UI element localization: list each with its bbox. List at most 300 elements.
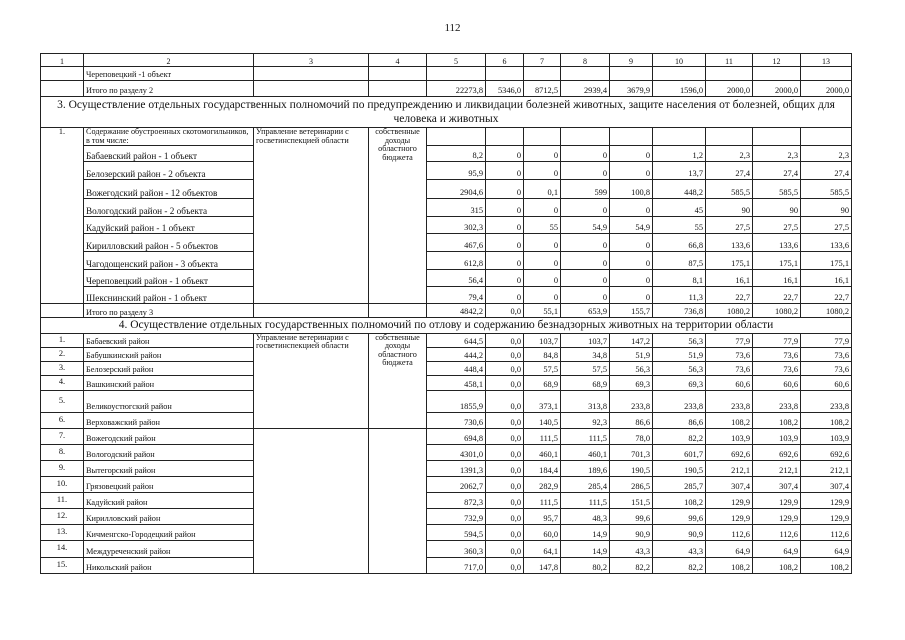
value-cell: 68,9 <box>524 375 561 390</box>
value-cell: 16,1 <box>753 270 801 287</box>
value-cell: 80,2 <box>561 557 610 573</box>
value-cell: 692,6 <box>753 444 801 460</box>
value-cell: 285,7 <box>653 476 706 492</box>
value-cell: 129,9 <box>753 492 801 508</box>
value-cell: 112,6 <box>801 524 852 540</box>
value-cell: 233,8 <box>653 390 706 412</box>
value-cell: 95,9 <box>427 162 486 180</box>
value-cell: 108,2 <box>706 557 753 573</box>
value-cell: 692,6 <box>706 444 753 460</box>
value-cell: 73,6 <box>801 361 852 375</box>
value-cell: 0 <box>524 287 561 304</box>
value-cell <box>610 67 653 81</box>
value-cell: 585,5 <box>801 180 852 199</box>
value-cell: 0 <box>524 252 561 270</box>
value-cell: 1080,2 <box>753 304 801 318</box>
value-cell: 0 <box>486 270 524 287</box>
value-cell: 189,6 <box>561 460 610 476</box>
row-name: Содержание обустроенных скотомогильников, в том числе: <box>84 128 254 146</box>
value-cell: 282,9 <box>524 476 561 492</box>
table-row <box>41 146 852 162</box>
value-cell: 175,1 <box>801 252 852 270</box>
row-name: Междуреченский район <box>84 540 254 557</box>
table-row <box>41 375 852 390</box>
value-cell: 307,4 <box>753 476 801 492</box>
value-cell: 112,6 <box>706 524 753 540</box>
column-header: 5 <box>427 54 486 67</box>
value-cell: 458,1 <box>427 375 486 390</box>
empty-cell <box>653 128 706 146</box>
value-cell: 56,3 <box>610 361 653 375</box>
value-cell: 4301,0 <box>427 444 486 460</box>
row-name: Кирилловский район - 5 объектов <box>84 234 254 252</box>
value-cell: 3679,9 <box>610 81 653 97</box>
value-cell <box>753 67 801 81</box>
value-cell: 444,2 <box>427 347 486 361</box>
value-cell: 0,0 <box>486 444 524 460</box>
column-header: 4 <box>369 54 427 67</box>
value-cell: 360,3 <box>427 540 486 557</box>
value-cell: 68,9 <box>561 375 610 390</box>
section-title: 3. Осуществление отдельных государственных полномочий по предупреждению и ликвидации болезней животных, защите населения от болезней, общих для человека и животных <box>41 97 852 128</box>
empty-cell <box>486 128 524 146</box>
value-cell: 4842,2 <box>427 304 486 318</box>
value-cell: 2,3 <box>753 146 801 162</box>
value-cell: 612,8 <box>427 252 486 270</box>
responsible-cell: Управление ветеринарии с госветинспекцией области <box>254 333 369 428</box>
row-name: Вашкинский район <box>84 375 254 390</box>
value-cell <box>706 67 753 81</box>
value-cell: 730,6 <box>427 412 486 428</box>
value-cell: 57,5 <box>561 361 610 375</box>
value-cell: 285,4 <box>561 476 610 492</box>
value-cell: 644,5 <box>427 333 486 347</box>
table-row <box>41 162 852 180</box>
budget-table <box>40 53 852 574</box>
table-row <box>41 180 852 199</box>
table-row <box>41 412 852 428</box>
value-cell: 0 <box>610 287 653 304</box>
value-cell: 0 <box>486 199 524 217</box>
num-cell: 9. <box>41 460 84 476</box>
column-header: 7 <box>524 54 561 67</box>
value-cell: 701,3 <box>610 444 653 460</box>
table-row <box>41 492 852 508</box>
row-name: Кадуйский район - 1 объект <box>84 217 254 234</box>
value-cell: 129,9 <box>801 492 852 508</box>
empty-cell <box>753 128 801 146</box>
value-cell: 95,7 <box>524 508 561 524</box>
value-cell: 0 <box>561 234 610 252</box>
column-header: 3 <box>254 54 369 67</box>
num-cell <box>41 67 84 81</box>
row-name: Белозерский район <box>84 361 254 375</box>
value-cell <box>486 67 524 81</box>
row-name: Белозерский район - 2 объекта <box>84 162 254 180</box>
value-cell: 2939,4 <box>561 81 610 97</box>
value-cell: 8,1 <box>653 270 706 287</box>
value-cell: 140,5 <box>524 412 561 428</box>
value-cell: 43,3 <box>610 540 653 557</box>
table-row <box>41 524 852 540</box>
value-cell: 1080,2 <box>801 304 852 318</box>
value-cell: 90 <box>801 199 852 217</box>
value-cell: 11,3 <box>653 287 706 304</box>
value-cell: 313,8 <box>561 390 610 412</box>
value-cell <box>561 67 610 81</box>
value-cell: 2000,0 <box>706 81 753 97</box>
value-cell: 233,8 <box>706 390 753 412</box>
row-name: Череповецкий -1 объект <box>84 67 254 81</box>
value-cell: 64,9 <box>753 540 801 557</box>
table-row <box>41 270 852 287</box>
value-cell: 0,0 <box>486 524 524 540</box>
row-name: Шекснинский район - 1 объект <box>84 287 254 304</box>
value-cell: 27,5 <box>753 217 801 234</box>
value-cell: 108,2 <box>753 557 801 573</box>
value-cell: 108,2 <box>706 412 753 428</box>
value-cell: 22,7 <box>753 287 801 304</box>
value-cell: 175,1 <box>753 252 801 270</box>
column-header: 10 <box>653 54 706 67</box>
value-cell: 448,4 <box>427 361 486 375</box>
value-cell: 108,2 <box>801 557 852 573</box>
section-title-row <box>41 97 852 128</box>
table-row <box>41 81 852 97</box>
value-cell: 27,4 <box>801 162 852 180</box>
num-cell: 8. <box>41 444 84 460</box>
value-cell: 56,3 <box>653 361 706 375</box>
value-cell: 14,9 <box>561 540 610 557</box>
value-cell: 108,2 <box>753 412 801 428</box>
value-cell: 0 <box>524 162 561 180</box>
num-cell: 11. <box>41 492 84 508</box>
value-cell: 22,7 <box>801 287 852 304</box>
value-cell: 147,8 <box>524 557 561 573</box>
value-cell: 373,1 <box>524 390 561 412</box>
table-row <box>41 128 852 146</box>
value-cell: 27,5 <box>801 217 852 234</box>
value-cell: 73,6 <box>753 347 801 361</box>
value-cell: 103,9 <box>706 428 753 444</box>
value-cell: 27,4 <box>706 162 753 180</box>
value-cell: 90,9 <box>610 524 653 540</box>
value-cell: 0,0 <box>486 304 524 318</box>
value-cell: 100,8 <box>610 180 653 199</box>
table-row <box>41 333 852 347</box>
value-cell: 2,3 <box>706 146 753 162</box>
value-cell: 717,0 <box>427 557 486 573</box>
value-cell: 64,9 <box>706 540 753 557</box>
table-row <box>41 67 852 81</box>
num-cell <box>41 304 84 318</box>
value-cell: 732,9 <box>427 508 486 524</box>
value-cell: 111,5 <box>561 428 610 444</box>
value-cell: 86,6 <box>653 412 706 428</box>
value-cell: 60,6 <box>801 375 852 390</box>
value-cell: 594,5 <box>427 524 486 540</box>
value-cell: 872,3 <box>427 492 486 508</box>
table-row <box>41 361 852 375</box>
value-cell: 0 <box>524 234 561 252</box>
value-cell: 55 <box>653 217 706 234</box>
value-cell: 0 <box>610 146 653 162</box>
value-cell: 0,0 <box>486 508 524 524</box>
value-cell: 147,2 <box>610 333 653 347</box>
value-cell: 0 <box>610 199 653 217</box>
column-header: 6 <box>486 54 524 67</box>
row-name: Вожегодский район - 12 объектов <box>84 180 254 199</box>
empty-cell <box>369 304 427 318</box>
value-cell: 73,6 <box>706 361 753 375</box>
value-cell: 2,3 <box>801 146 852 162</box>
value-cell: 129,9 <box>706 492 753 508</box>
value-cell: 86,6 <box>610 412 653 428</box>
value-cell <box>427 67 486 81</box>
column-header: 9 <box>610 54 653 67</box>
value-cell: 0,0 <box>486 347 524 361</box>
value-cell: 0 <box>486 252 524 270</box>
value-cell: 1596,0 <box>653 81 706 97</box>
value-cell: 307,4 <box>801 476 852 492</box>
value-cell: 103,9 <box>801 428 852 444</box>
value-cell: 460,1 <box>524 444 561 460</box>
value-cell: 48,3 <box>561 508 610 524</box>
value-cell: 1080,2 <box>706 304 753 318</box>
value-cell: 129,9 <box>706 508 753 524</box>
num-cell: 3. <box>41 361 84 375</box>
row-name: Череповецкий район - 1 объект <box>84 270 254 287</box>
num-cell: 14. <box>41 540 84 557</box>
value-cell: 16,1 <box>801 270 852 287</box>
empty-cell <box>369 81 427 97</box>
table-row <box>41 428 852 444</box>
value-cell: 27,5 <box>706 217 753 234</box>
row-name: Никольский район <box>84 557 254 573</box>
value-cell: 56,4 <box>427 270 486 287</box>
value-cell: 0,0 <box>486 412 524 428</box>
value-cell: 111,5 <box>524 428 561 444</box>
value-cell: 8,2 <box>427 146 486 162</box>
value-cell: 129,9 <box>801 508 852 524</box>
value-cell: 233,8 <box>753 390 801 412</box>
value-cell: 0 <box>561 162 610 180</box>
empty-cell <box>254 67 369 81</box>
value-cell: 0 <box>561 287 610 304</box>
value-cell: 111,5 <box>561 492 610 508</box>
table-row <box>41 540 852 557</box>
value-cell: 82,2 <box>653 557 706 573</box>
value-cell: 0,0 <box>486 390 524 412</box>
empty-cell <box>369 67 427 81</box>
row-name: Грязовецкий район <box>84 476 254 492</box>
value-cell: 14,9 <box>561 524 610 540</box>
row-name: Кичменгско-Городецкий район <box>84 524 254 540</box>
value-cell: 0 <box>486 162 524 180</box>
value-cell: 56,3 <box>653 333 706 347</box>
value-cell: 190,5 <box>653 460 706 476</box>
value-cell: 57,5 <box>524 361 561 375</box>
value-cell: 90 <box>753 199 801 217</box>
value-cell: 2000,0 <box>753 81 801 97</box>
value-cell: 55,1 <box>524 304 561 318</box>
value-cell: 77,9 <box>753 333 801 347</box>
value-cell: 0,0 <box>486 375 524 390</box>
row-name: Чагодощенский район - 3 объекта <box>84 252 254 270</box>
value-cell: 585,5 <box>706 180 753 199</box>
value-cell: 0 <box>486 146 524 162</box>
empty-cell <box>254 81 369 97</box>
column-header: 12 <box>753 54 801 67</box>
column-header: 11 <box>706 54 753 67</box>
num-cell: 12. <box>41 508 84 524</box>
value-cell: 2062,7 <box>427 476 486 492</box>
empty-cell <box>254 304 369 318</box>
value-cell: 82,2 <box>653 428 706 444</box>
row-name: Бабушкинский район <box>84 347 254 361</box>
value-cell: 99,6 <box>653 508 706 524</box>
value-cell: 13,7 <box>653 162 706 180</box>
value-cell: 78,0 <box>610 428 653 444</box>
column-header: 13 <box>801 54 852 67</box>
num-cell: 2. <box>41 347 84 361</box>
value-cell: 79,4 <box>427 287 486 304</box>
value-cell: 467,6 <box>427 234 486 252</box>
value-cell: 694,8 <box>427 428 486 444</box>
value-cell: 0,0 <box>486 428 524 444</box>
value-cell <box>653 67 706 81</box>
page-number: 112 <box>444 22 461 34</box>
num-cell: 1. <box>41 333 84 347</box>
value-cell <box>524 67 561 81</box>
value-cell: 129,9 <box>753 508 801 524</box>
value-cell: 90,9 <box>653 524 706 540</box>
value-cell: 175,1 <box>706 252 753 270</box>
value-cell: 5346,0 <box>486 81 524 97</box>
table-row <box>41 234 852 252</box>
value-cell: 585,5 <box>753 180 801 199</box>
value-cell: 73,6 <box>801 347 852 361</box>
num-cell: 15. <box>41 557 84 573</box>
value-cell: 77,9 <box>801 333 852 347</box>
table-row <box>41 557 852 573</box>
value-cell: 108,2 <box>801 412 852 428</box>
value-cell: 315 <box>427 199 486 217</box>
responsible-cell: Управление ветеринарии с госветинспекцией области <box>254 128 369 304</box>
value-cell: 0 <box>524 270 561 287</box>
value-cell: 84,8 <box>524 347 561 361</box>
column-header: 2 <box>84 54 254 67</box>
value-cell: 73,6 <box>753 361 801 375</box>
num-cell: 7. <box>41 428 84 444</box>
value-cell: 64,9 <box>801 540 852 557</box>
row-name: Вологодский район - 2 объекта <box>84 199 254 217</box>
num-cell: 4. <box>41 375 84 390</box>
funding-source-cell: собственные доходы областного бюджета <box>369 128 427 304</box>
table-row <box>41 476 852 492</box>
value-cell: 0 <box>486 287 524 304</box>
value-cell: 8712,5 <box>524 81 561 97</box>
empty-cell <box>254 428 369 573</box>
value-cell: 601,7 <box>653 444 706 460</box>
value-cell: 307,4 <box>706 476 753 492</box>
value-cell: 69,3 <box>610 375 653 390</box>
row-name: Итого по разделу 3 <box>84 304 254 318</box>
value-cell: 0,0 <box>486 540 524 557</box>
value-cell <box>801 67 852 81</box>
table-row <box>41 252 852 270</box>
value-cell: 0 <box>561 252 610 270</box>
value-cell: 0,0 <box>486 557 524 573</box>
value-cell: 155,7 <box>610 304 653 318</box>
value-cell: 60,0 <box>524 524 561 540</box>
row-name: Кадуйский район <box>84 492 254 508</box>
section-title-row <box>41 318 852 333</box>
value-cell: 286,5 <box>610 476 653 492</box>
value-cell: 0 <box>486 234 524 252</box>
empty-cell <box>369 428 427 573</box>
value-cell: 212,1 <box>801 460 852 476</box>
value-cell: 1391,3 <box>427 460 486 476</box>
value-cell: 0,0 <box>486 492 524 508</box>
row-name: Бабаевский район <box>84 333 254 347</box>
value-cell: 653,9 <box>561 304 610 318</box>
funding-source-cell: собственные доходы областного бюджета <box>369 333 427 428</box>
empty-cell <box>706 128 753 146</box>
value-cell: 34,8 <box>561 347 610 361</box>
empty-cell <box>610 128 653 146</box>
value-cell: 184,4 <box>524 460 561 476</box>
value-cell: 77,9 <box>706 333 753 347</box>
value-cell: 22273,8 <box>427 81 486 97</box>
value-cell: 54,9 <box>561 217 610 234</box>
value-cell: 0 <box>610 270 653 287</box>
total-row <box>41 304 852 318</box>
row-name: Великоустюгский район <box>84 390 254 412</box>
value-cell: 0 <box>486 217 524 234</box>
value-cell: 16,1 <box>706 270 753 287</box>
value-cell: 736,8 <box>653 304 706 318</box>
value-cell: 103,9 <box>753 428 801 444</box>
table-row <box>41 217 852 234</box>
value-cell: 22,7 <box>706 287 753 304</box>
value-cell: 233,8 <box>801 390 852 412</box>
value-cell: 111,5 <box>524 492 561 508</box>
value-cell: 0,0 <box>486 460 524 476</box>
row-name: Вожегодский район <box>84 428 254 444</box>
table-row <box>41 508 852 524</box>
table-row <box>41 287 852 304</box>
value-cell: 99,6 <box>610 508 653 524</box>
value-cell: 0 <box>561 199 610 217</box>
num-cell <box>41 81 84 97</box>
table-row <box>41 444 852 460</box>
value-cell: 133,6 <box>706 234 753 252</box>
num-cell: 13. <box>41 524 84 540</box>
empty-cell <box>524 128 561 146</box>
value-cell: 103,7 <box>561 333 610 347</box>
value-cell: 90 <box>706 199 753 217</box>
column-header: 1 <box>41 54 84 67</box>
value-cell: 448,2 <box>653 180 706 199</box>
table-row <box>41 460 852 476</box>
header-row <box>41 54 852 67</box>
value-cell: 0 <box>610 234 653 252</box>
value-cell: 0,0 <box>486 333 524 347</box>
value-cell: 108,2 <box>653 492 706 508</box>
value-cell: 2000,0 <box>801 81 852 97</box>
row-name: Вытегорский район <box>84 460 254 476</box>
